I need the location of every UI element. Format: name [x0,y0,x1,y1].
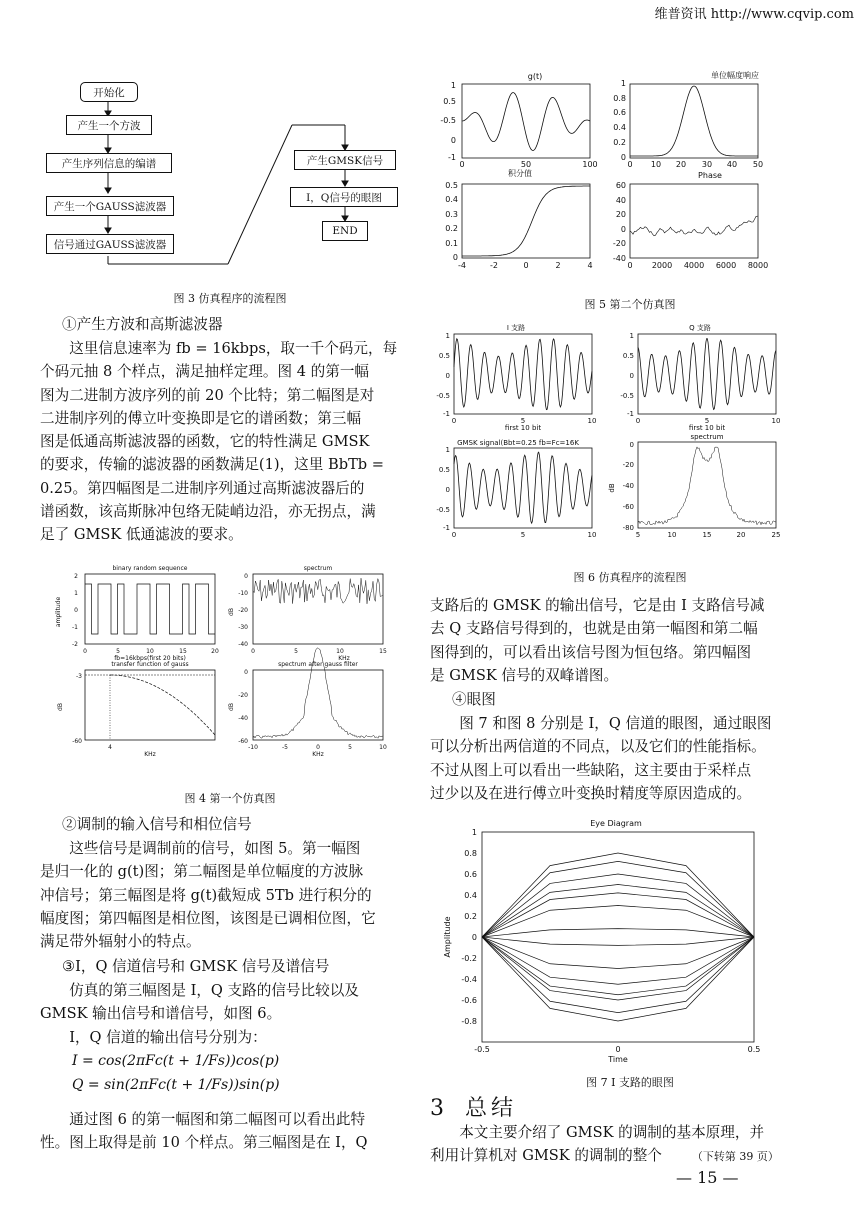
tick: 0.2 [464,912,477,921]
tick: -1 [448,153,456,162]
tick: -20 [612,239,626,248]
tick: -40 [612,254,626,263]
tick: -0.5 [436,506,450,514]
tick: 0 [629,372,634,380]
tick: 0 [627,160,633,169]
f4-xlabel-b: KHz [338,655,350,662]
text-line: 过少以及在进行傅立叶变换时精度等原因造成的。 [430,784,752,802]
f6-title-b: Q 支路 [689,324,711,332]
flow-box-filter-pass: 信号通过GAUSS滤波器 [46,234,174,254]
tick: 4 [587,261,593,270]
tick: 0 [83,648,87,655]
tick: 0 [629,441,634,449]
tick: 0.6 [613,108,626,117]
tick: 2000 [651,261,673,270]
f5-title-c: 积分值 [508,169,532,178]
tick: 40 [726,160,738,169]
tick: -40 [622,482,634,490]
text-line: 不过从图上可以看出一些缺陷，这主要由于采样点 [430,761,752,779]
flow-box-square-wave: 产生一个方波 [66,115,152,135]
tick: 2 [555,261,561,270]
text-line: 谱函数，该高斯脉冲包络无陡峭边沿，亦无拐点，满 [40,503,376,521]
text-line: 足了 GMSK 低通滤波的要求。 [40,526,243,544]
tick: 10 [650,160,662,169]
f4-title-d: spectrum after gauss filter [278,661,358,668]
tick: -30 [238,624,248,631]
flow-box-end: END [322,221,368,241]
f7-title: Eye Diagram [590,819,642,828]
tick: 0 [244,669,248,676]
summary-heading [430,1091,517,1122]
f7-xlabel: Time [608,1055,628,1064]
section-2-body [40,837,412,953]
tick: 0 [451,417,457,425]
continued-note: （下转第 39 页） [691,1150,779,1164]
f5-title-d: Phase [698,171,722,180]
right-continuation [430,594,810,687]
tick: 0 [459,160,465,169]
tick: 1 [74,590,78,597]
text-line: 这些信号是调制前的信号，如图 5。第一幅图 [69,840,361,857]
f4-xlabel-c: KHz [144,751,156,758]
tick: 10 [379,744,387,751]
text-line: 图为二进制方波序列的前 20 个比特；第二幅图是对 [40,386,375,404]
summary-number: 3 [430,1096,444,1121]
tick: 0 [615,1045,621,1054]
tick: -5 [282,744,288,751]
flow-box-gmsk-signal: 产生GMSK信号 [294,150,396,170]
tick: -0.6 [461,996,477,1005]
f4-sublabel: fb=16kbps(first 20 bits) [114,655,186,662]
text-line: 的要求，传输的滤波器的函数满足(1)，这里 BbTb = [40,456,385,474]
tick: 0 [523,261,529,270]
tick: 1 [620,79,626,88]
text-line: 图是低通高斯滤波器的函数，它的特性满足 GMSK [40,433,370,451]
f5-title-b: 单位幅度响应 [711,71,759,80]
figure-3-caption: 图 3 仿真程序的流程图 [173,292,287,305]
tick: 1 [445,446,450,454]
tick: 30 [701,160,713,169]
tick: 25 [771,531,781,539]
f4-ylabel-b: dB [228,608,235,616]
tick: 0 [244,573,248,580]
flow-box-eye-diagram: I，Q信号的眼图 [290,187,398,207]
tick: 20 [211,648,219,655]
section-4-title: ④眼图 [452,691,496,708]
tick: 0.8 [613,94,626,103]
tick: -1 [627,410,634,418]
figure-5-plots [430,68,840,278]
tick: 0.5 [622,352,634,360]
tick: 0.4 [464,891,477,900]
text-line: I，Q 信道的输出信号分别为： [69,1028,267,1046]
summary-body [430,1121,810,1169]
tick: -10 [248,744,258,751]
tick: -0.5 [620,392,634,400]
text-line: 冲信号；第三幅图是将 g(t)截短成 5Tb 进行积分的 [40,886,372,904]
figure-7-caption: 图 7 I 支路的眼图 [586,1076,674,1089]
section-3-tail [40,1108,412,1155]
f4-ylabel-a: amplitude [55,596,62,628]
eye-trace [482,893,754,937]
text-line: 去 Q 支路信号得到的，也就是由第一幅图和第二幅 [430,620,758,638]
eye-trace [482,885,754,938]
flow-box-gauss-filter: 产生一个GAUSS滤波器 [46,196,174,216]
text-line: 仿真的第三幅图是 I，Q 支路的信号比较以及 [69,982,359,999]
tick: 20 [675,160,687,169]
tick: 15 [179,648,187,655]
summary-title: 总结 [465,1096,518,1121]
tick: 1 [471,828,477,837]
text-line: 幅度图；第四幅图是相位图，该图是已调相位图，它 [40,909,376,927]
eye-trace [482,861,754,937]
tick: 1 [450,81,456,90]
eye-trace [482,937,754,969]
figure-5-caption: 图 5 第二个仿真图 [584,298,676,311]
tick: 5 [520,531,526,539]
tick: 10 [667,531,677,539]
tick: 0.5 [747,1045,761,1054]
tick: 5 [294,648,298,655]
tick: 50 [520,160,532,169]
tick: 10 [336,648,344,655]
text-line: 可以分析出两信道的不同点，以及它们的性能指标。 [430,738,766,756]
site-header: 维普资讯 http://www.cqvip.com [654,7,854,22]
tick: -0.5 [440,116,456,125]
tick: 0.2 [445,224,458,233]
text-line: 通过图 6 的第一幅图和第二幅图可以看出此特 [69,1111,366,1128]
tick: -3 [76,673,82,680]
figure-4-plots [40,562,420,762]
text-line: 是 GMSK 信号的双峰谱图。 [430,666,619,684]
tick: 5 [348,744,352,751]
section-3-title: ③I，Q 信道信号和 GMSK 信号及谱信号 [62,958,330,975]
tick: 10 [146,648,154,655]
eye-trace [482,937,754,1013]
text-line: 满足带外辐射小的特点。 [40,933,201,951]
figure-4-caption: 图 4 第一个仿真图 [184,792,276,805]
tick: 5 [704,417,710,425]
figure-6-caption: 图 6 仿真程序的流程图 [573,571,687,584]
tick: -2 [490,261,498,270]
tick: 2 [74,573,78,580]
tick: 6000 [715,261,737,270]
tick: 0.5 [438,466,450,474]
f5-title-a: g(t) [527,72,543,81]
tick: 8000 [747,261,769,270]
section-2-title: ②调制的输入信号和相位信号 [62,816,252,833]
tick: 4000 [683,261,705,270]
figure-7-eye-diagram [430,816,810,1066]
text-line: 本文主要介绍了 GMSK 的调制的基本原理，并 [459,1124,765,1141]
eye-trace [482,929,754,937]
section-3-body [40,979,412,1049]
tick: 10 [587,531,597,539]
text-line: 0.25。第四幅图是二进制序列通过高斯滤波器后的 [40,479,365,497]
text-line: 是归一化的 g(t)图；第二幅图是单位幅度的方波脉 [40,863,364,881]
tick: 0 [471,933,477,942]
tick: 0.5 [445,181,458,190]
formula-i: I = cos(2πFc(t + 1/Fs))cos(p) [72,1053,280,1069]
tick: -10 [238,590,248,597]
tick: 1 [629,332,634,340]
text-line: GMSK 输出信号和谱信号，如图 6。 [40,1005,282,1023]
tick: -60 [622,503,634,511]
tick: -2 [72,641,78,648]
eye-trace [482,937,754,945]
tick: 20 [615,210,626,219]
tick: -20 [238,607,248,614]
f6-title-d: spectrum [690,433,724,441]
tick: 0 [627,261,633,270]
eye-trace [482,937,754,984]
tick: -0.5 [474,1045,490,1054]
tick: -40 [238,641,248,648]
tick: -20 [238,692,248,699]
eye-trace [482,937,754,1021]
flow-box-sequence-spectrum: 产生序列信息的编谱 [46,153,172,173]
text-line: 二进制序列的傅立叶变换即是它的谱函数；第三幅 [40,409,362,427]
tick: -0.5 [436,392,450,400]
f4-ylabel-d: dB [228,703,235,711]
section-1-title: ①产生方波和高斯滤波器 [62,316,223,333]
tick: 0.6 [464,870,477,879]
tick: 100 [582,160,598,169]
tick: 40 [615,196,626,205]
tick: 0.4 [445,195,458,204]
flow-box-start: 开始化 [80,82,138,102]
tick: 50 [752,160,764,169]
tick: 15 [379,648,387,655]
text-line: 支路后的 GMSK 的输出信号，它是由 I 支路信号减 [430,597,765,614]
tick: 0 [74,607,78,614]
summary-line-2: 利用计算机对 GMSK 的调制的整个 [430,1147,662,1165]
tick: -0.8 [461,1017,477,1026]
tick: -60 [72,738,82,745]
tick: -0.2 [461,954,477,963]
tick: -80 [622,524,634,532]
f6-xlabel-a: first 10 bit [504,424,542,432]
tick: 0.5 [438,352,450,360]
tick: -20 [622,461,634,469]
formula-q: Q = sin(2πFc(t + 1/Fs))sin(p) [72,1077,280,1093]
tick: -4 [458,261,466,270]
tick: 0 [620,153,626,162]
section-4-body [430,712,810,805]
tick: -1 [443,410,450,418]
tick: 15 [702,531,712,539]
text-line: 这里信息速率为 fb = 16kbps，取一千个码元，每 [69,340,398,357]
tick: 1 [445,332,450,340]
f6-title-c: GMSK signal(Bbt=0.25 fb=Fc=16K [457,439,579,447]
tick: 0 [445,486,450,494]
tick: 60 [615,181,626,190]
tick: -0.4 [461,975,477,984]
tick: 0 [251,648,255,655]
tick: 0.5 [443,97,456,106]
tick: 5 [520,417,526,425]
tick: 4 [108,744,112,751]
tick: 0 [451,531,457,539]
eye-trace [482,853,754,937]
page-number: — 15 — [676,1168,739,1187]
f6-title-a: I 支路 [506,324,526,332]
f4-xlabel-d: KHz [312,751,324,758]
tick: 5 [116,648,120,655]
tick: 0.4 [613,123,626,132]
tick: 0 [450,136,456,145]
f4-title-a: binary random sequence [112,565,188,572]
tick: 0.8 [464,849,477,858]
tick: 0.2 [613,138,626,147]
text-line [430,1144,810,1168]
f4-title-c: transfer function of gauss [111,661,189,668]
tick: 10 [587,417,597,425]
text-line: 图 7 和图 8 分别是 I，Q 信道的眼图，通过眼图 [459,715,772,732]
tick: 10 [771,417,781,425]
tick: 5 [635,531,641,539]
tick: 0.3 [445,210,458,219]
tick: 0 [452,253,458,262]
tick: -1 [443,524,450,532]
figure-6-plots [430,318,840,546]
tick: 20 [736,531,746,539]
f4-title-b: spectrum [303,565,333,572]
tick: 0 [620,225,626,234]
tick: 0 [316,744,320,751]
f6-xlabel-b: first 10 bit [688,424,726,432]
tick: 0 [445,372,450,380]
tick: 0.1 [445,239,458,248]
tick: -1 [72,624,78,631]
text-line: 图得到的，可以看出该信号图为恒包络。第四幅图 [430,643,752,661]
f4-ylabel-c: dB [57,703,64,711]
f7-ylabel: Amplitude [443,916,452,958]
tick: 0 [635,417,641,425]
f6-ylabel: dB [608,483,616,493]
text-line: 个码元抽 8 个样点，满足抽样定理。图 4 的第一幅 [40,363,370,381]
tick: -60 [238,738,248,745]
tick: -40 [238,715,248,722]
section-1-body [40,337,412,547]
text-line: 性。图上取得是前 10 个样点。第三幅图是在 I，Q [40,1134,368,1152]
